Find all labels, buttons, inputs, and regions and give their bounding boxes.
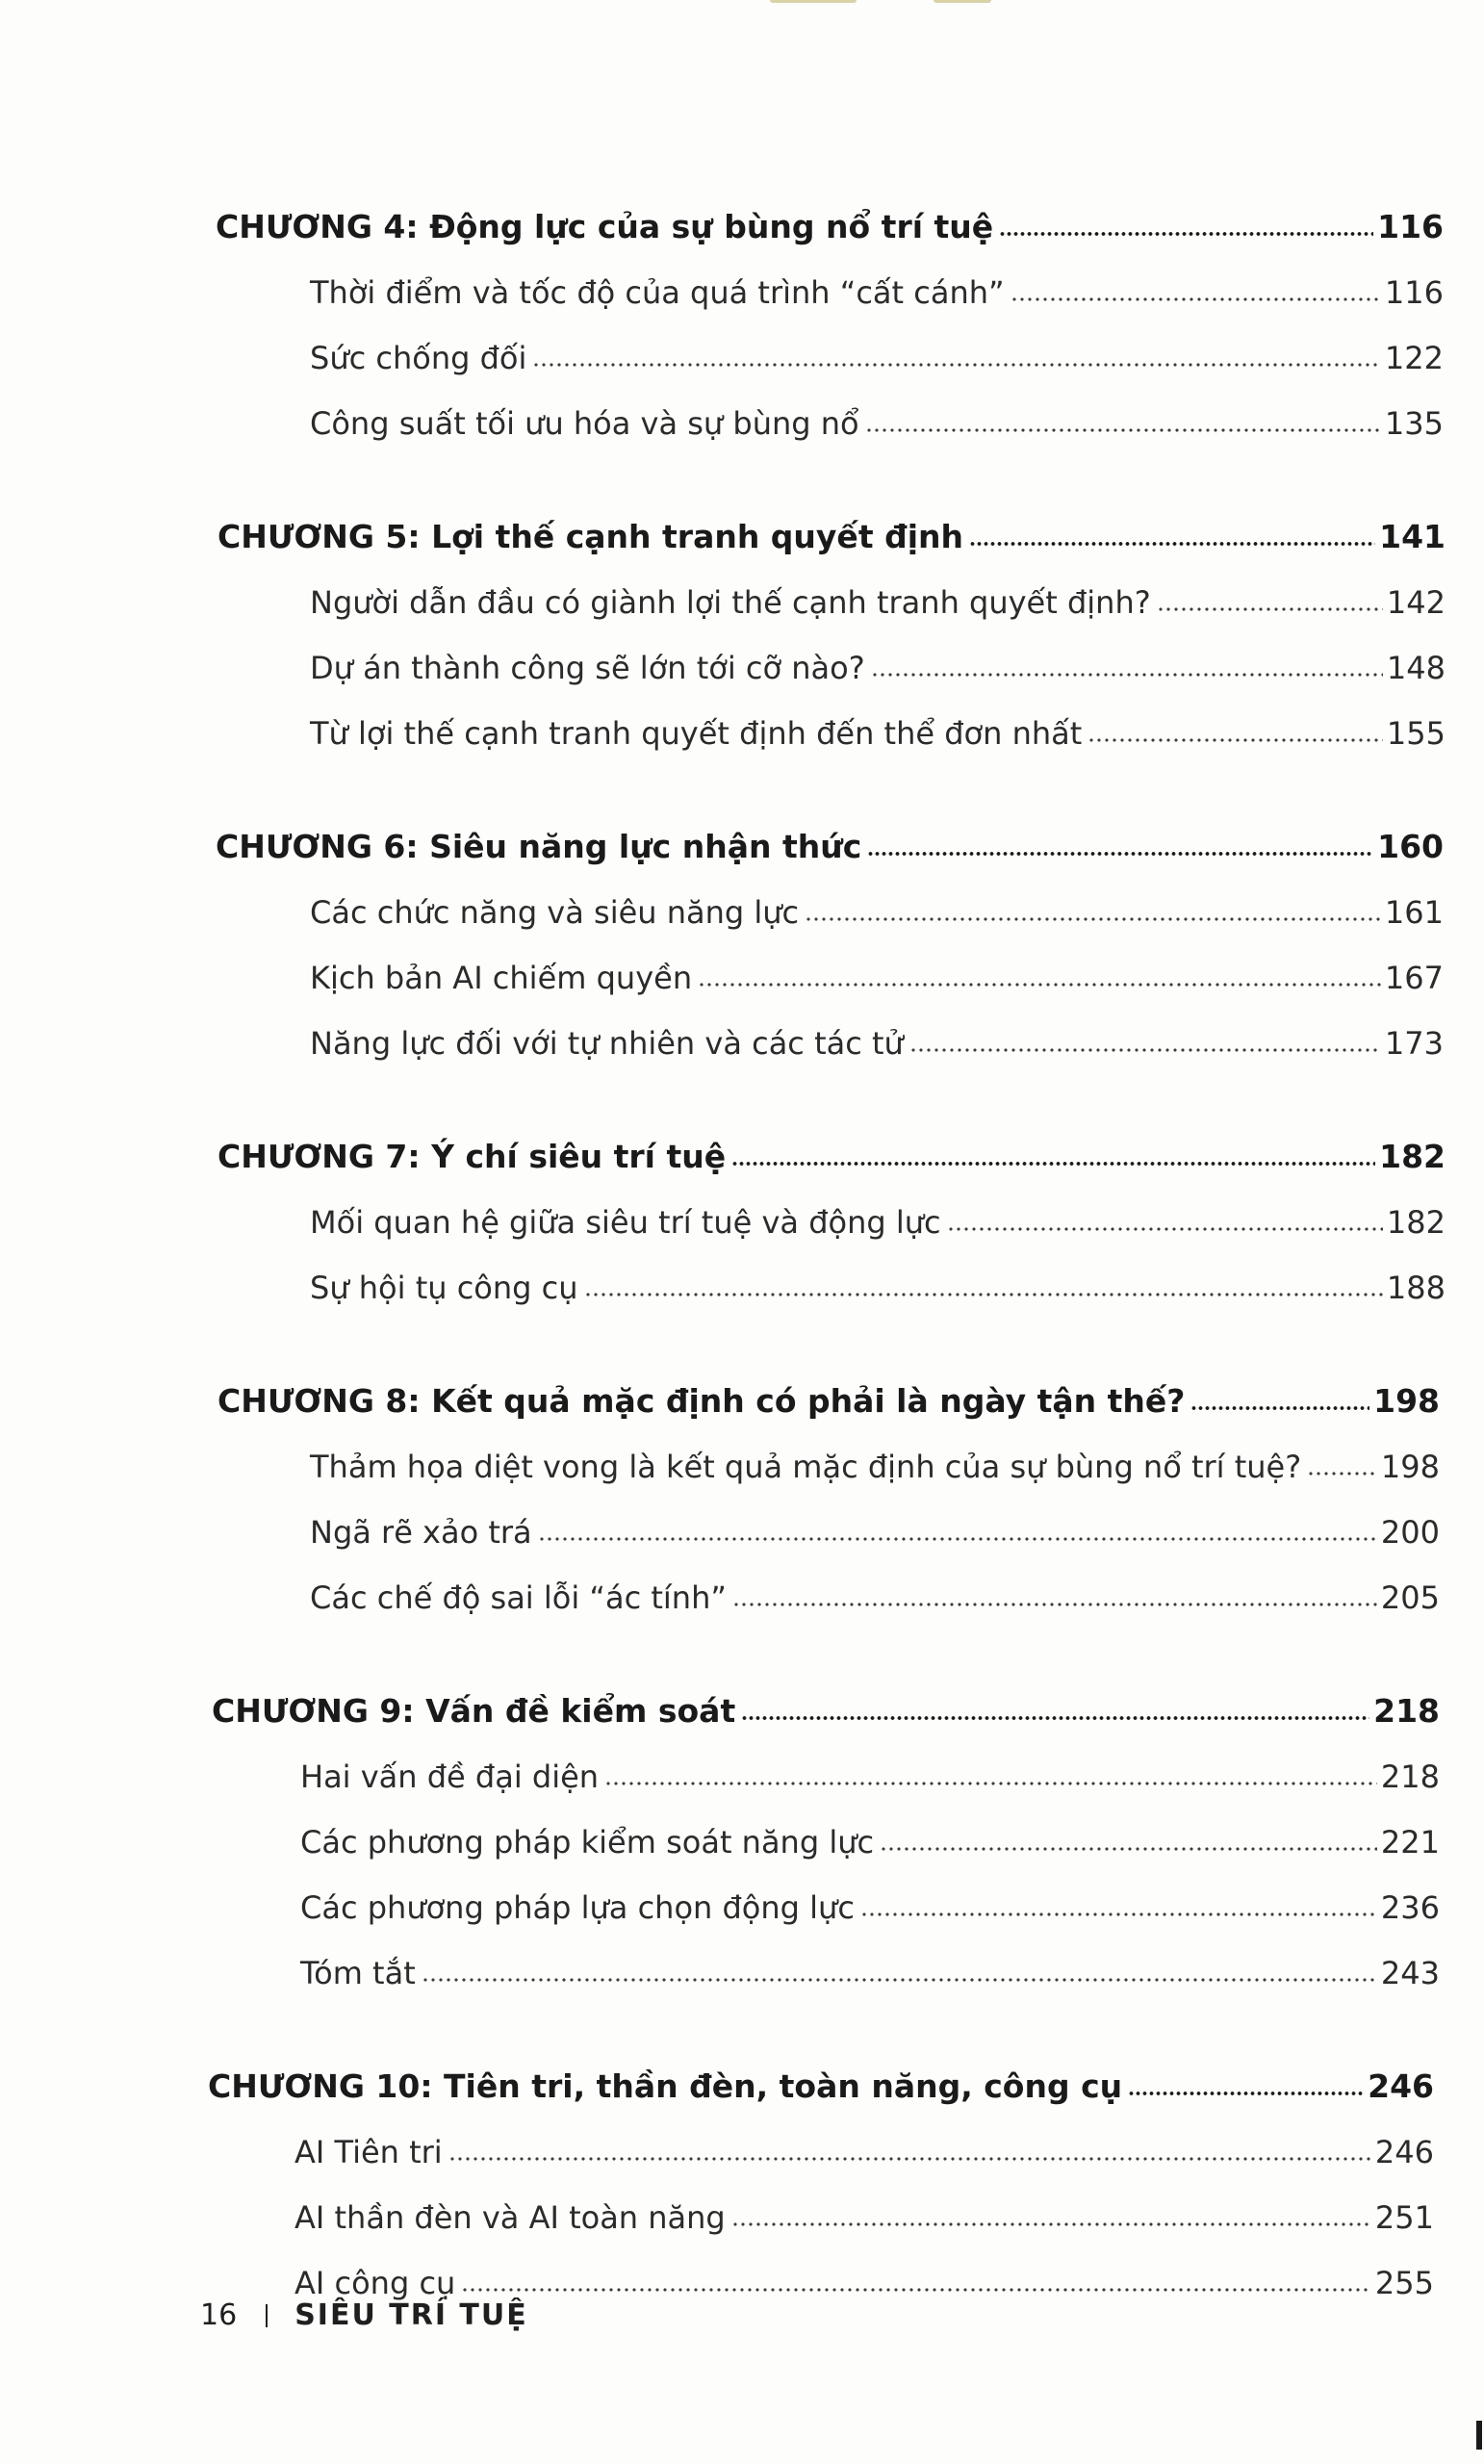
chapter-page-number: 141 <box>1379 518 1446 555</box>
section-page-number: 155 <box>1386 715 1446 752</box>
section-page-number: 142 <box>1386 584 1446 621</box>
dot-leader <box>969 518 1375 547</box>
page-footer <box>200 2298 528 2332</box>
dot-leader <box>1087 714 1383 743</box>
section-entry[interactable] <box>0 243 1484 311</box>
dot-leader <box>604 1758 1377 1786</box>
dot-leader <box>947 1203 1383 1232</box>
section-title: Tóm tắt <box>300 1955 416 1991</box>
dot-leader <box>461 2264 1371 2293</box>
section-title: AI công cụ <box>294 2265 456 2301</box>
chapter-title: CHƯƠNG 8: Kết quả mặc định có phải là ngày tận thế? <box>217 1382 1186 1420</box>
section-title: Từ lợi thế cạnh tranh quyết định đến thể đơn nhất <box>310 715 1083 752</box>
chapter-entry[interactable] <box>0 803 1484 865</box>
section-page-number: 251 <box>1374 2199 1434 2236</box>
section-title: Dự án thành công sẽ lớn tới cỡ nào? <box>310 650 865 686</box>
chapter-block <box>0 1113 1484 1306</box>
chapter-block <box>0 1667 1484 1989</box>
dot-leader <box>741 1692 1369 1721</box>
chapter-title: CHƯƠNG 9: Vấn đề kiểm soát <box>212 1692 736 1730</box>
section-page-number: 205 <box>1380 1579 1440 1616</box>
section-entry[interactable] <box>0 552 1484 621</box>
dot-leader <box>909 1024 1381 1053</box>
dot-leader <box>1011 273 1381 302</box>
section-entry[interactable] <box>0 1727 1484 1795</box>
chapter-entry[interactable] <box>0 183 1484 243</box>
dot-leader <box>731 1138 1375 1167</box>
chapter-block <box>0 803 1484 1062</box>
chapter-entry[interactable] <box>0 493 1484 555</box>
section-entry[interactable] <box>0 1482 1484 1551</box>
chapter-block <box>0 493 1484 752</box>
section-page-number: 122 <box>1384 340 1444 376</box>
section-page-number: 198 <box>1380 1449 1440 1485</box>
chapter-title: CHƯƠNG 7: Ý chí siêu trí tuệ <box>217 1138 727 1175</box>
dot-leader <box>860 1888 1377 1917</box>
chapter-page-number: 218 <box>1373 1692 1440 1730</box>
section-page-number: 173 <box>1384 1025 1444 1062</box>
section-page-number: 116 <box>1384 274 1444 311</box>
footer-separator <box>266 2304 268 2327</box>
chapter-entry[interactable] <box>0 2042 1484 2105</box>
dot-leader <box>999 208 1373 237</box>
section-page-number: 255 <box>1374 2265 1434 2301</box>
section-page-number: 188 <box>1386 1270 1446 1306</box>
chapter-page-number: 116 <box>1377 208 1444 245</box>
chapter-entry[interactable] <box>0 1667 1484 1730</box>
dot-leader <box>448 2133 1371 2162</box>
section-page-number: 243 <box>1380 1955 1440 1991</box>
chapter-page-number: 198 <box>1373 1382 1440 1420</box>
section-title: Các phương pháp kiểm soát năng lực <box>300 1824 875 1861</box>
chapter-entry[interactable] <box>0 1113 1484 1175</box>
chapter-title: CHƯƠNG 5: Lợi thế cạnh tranh quyết định <box>217 518 964 555</box>
section-title: AI Tiên tri <box>294 2134 443 2170</box>
section-title: Năng lực đối với tự nhiên và các tác tử <box>310 1025 904 1062</box>
footer-book-title: SIÊU TRÍ TUỆ <box>294 2298 528 2332</box>
section-page-number: 200 <box>1380 1514 1440 1551</box>
section-title: Thời điểm và tốc độ của quá trình “cất cánh” <box>310 274 1005 311</box>
section-title: Sự hội tụ công cụ <box>310 1270 578 1306</box>
dot-leader <box>1190 1382 1369 1411</box>
chapter-page-number: 182 <box>1379 1138 1446 1175</box>
dot-leader <box>867 828 1373 857</box>
page-edge-mark <box>1476 2421 1482 2450</box>
chapter-title: CHƯƠNG 4: Động lực của sự bùng nổ trí tuệ <box>216 208 994 245</box>
chapter-block <box>0 183 1484 442</box>
dot-leader <box>698 959 1381 988</box>
section-page-number: 236 <box>1380 1889 1440 1926</box>
chapter-block <box>0 1357 1484 1616</box>
section-title: Kịch bản AI chiếm quyền <box>310 960 693 996</box>
section-title: Các chế độ sai lỗi “ác tính” <box>310 1579 727 1616</box>
dot-leader <box>584 1269 1383 1297</box>
footer-page-number: 16 <box>200 2298 238 2332</box>
dot-leader <box>805 893 1381 922</box>
section-page-number: 161 <box>1384 894 1444 931</box>
section-entry[interactable] <box>0 1923 1484 1989</box>
top-edge-mark <box>934 0 991 3</box>
chapter-entry[interactable] <box>0 1357 1484 1420</box>
dot-leader <box>880 1823 1377 1852</box>
table-of-contents <box>0 183 1484 2352</box>
section-page-number: 182 <box>1386 1204 1446 1241</box>
top-edge-mark <box>770 0 857 3</box>
section-title: Công suất tối ưu hóa và sự bùng nổ <box>310 405 859 442</box>
section-entry[interactable] <box>0 2168 1484 2236</box>
chapter-page-number: 246 <box>1368 2067 1434 2105</box>
dot-leader <box>538 1513 1377 1542</box>
chapter-block <box>0 2042 1484 2301</box>
dot-leader <box>1307 1448 1377 1476</box>
section-title: AI thần đèn và AI toàn năng <box>294 2199 726 2236</box>
section-entry[interactable] <box>0 308 1484 376</box>
section-title: Các chức năng và siêu năng lực <box>310 894 800 931</box>
section-entry[interactable] <box>0 928 1484 996</box>
section-entry[interactable] <box>0 1172 1484 1241</box>
chapter-page-number: 160 <box>1377 828 1444 865</box>
section-page-number: 148 <box>1386 650 1446 686</box>
section-title: Người dẫn đầu có giành lợi thế cạnh tranh quyết định? <box>310 584 1151 621</box>
dot-leader <box>732 1578 1377 1607</box>
section-page-number: 218 <box>1380 1758 1440 1795</box>
section-page-number: 135 <box>1384 405 1444 442</box>
section-entry[interactable] <box>0 1548 1484 1616</box>
dot-leader <box>1128 2067 1364 2096</box>
chapter-title: CHƯƠNG 6: Siêu năng lực nhận thức <box>216 828 862 865</box>
section-entry[interactable] <box>0 373 1484 442</box>
section-entry[interactable] <box>0 993 1484 1062</box>
section-title: Sức chống đối <box>310 340 527 376</box>
section-title: Hai vấn đề đại diện <box>300 1758 600 1795</box>
section-entry[interactable] <box>0 1238 1484 1306</box>
dot-leader <box>1157 583 1383 612</box>
section-page-number: 167 <box>1384 960 1444 996</box>
section-page-number: 221 <box>1380 1824 1440 1861</box>
section-title: Mối quan hệ giữa siêu trí tuệ và động lực <box>310 1204 941 1241</box>
section-page-number: 246 <box>1374 2134 1434 2170</box>
section-entry[interactable] <box>0 1858 1484 1926</box>
section-entry[interactable] <box>0 683 1484 752</box>
dot-leader <box>731 2198 1371 2227</box>
chapter-title: CHƯƠNG 10: Tiên tri, thần đèn, toàn năng, công cụ <box>208 2067 1123 2105</box>
dot-leader <box>422 1954 1377 1983</box>
dot-leader <box>532 339 1381 368</box>
section-title: Các phương pháp lựa chọn động lực <box>300 1889 855 1926</box>
section-entry[interactable] <box>0 2233 1484 2301</box>
section-entry[interactable] <box>0 862 1484 931</box>
section-entry[interactable] <box>0 2102 1484 2168</box>
dot-leader <box>865 404 1381 433</box>
section-entry[interactable] <box>0 618 1484 686</box>
section-entry[interactable] <box>0 1792 1484 1861</box>
section-title: Thảm họa diệt vong là kết quả mặc định của sự bùng nổ trí tuệ? <box>310 1449 1302 1485</box>
section-title: Ngã rẽ xảo trá <box>310 1514 532 1551</box>
section-entry[interactable] <box>0 1417 1484 1485</box>
dot-leader <box>871 649 1383 678</box>
